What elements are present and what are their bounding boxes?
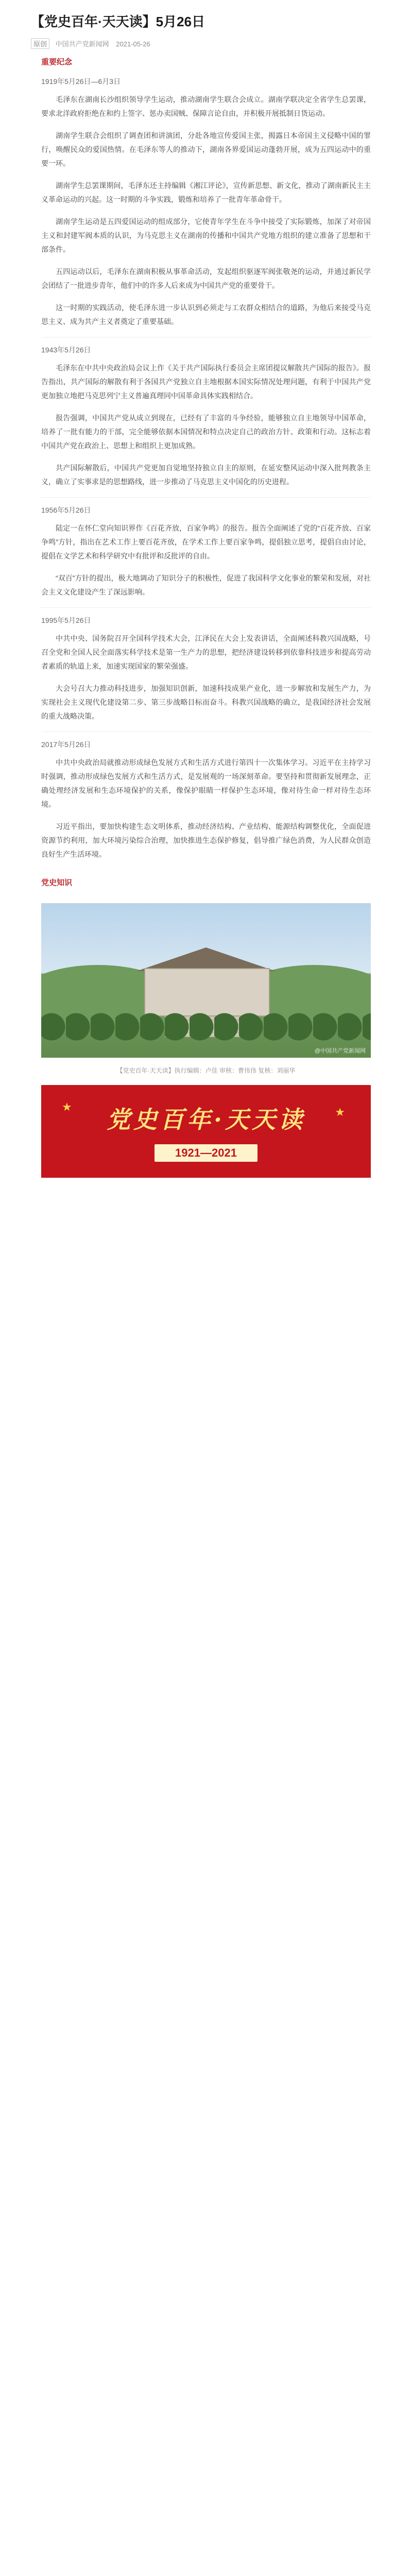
paragraph: 习近平指出，要加快构建生态文明体系，推动经济结构、产业结构、能源结构调整优化，全面促进资源节约利用，加大环境污染综合治理，加快推进生态保护修复，倡导推广绿色消费，为人民群众创造良好生产生活环境。 — [41, 822, 371, 858]
tree-line — [41, 1006, 371, 1042]
star-icon: ★ — [62, 1100, 72, 1113]
paragraph: 湖南学生总罢课期间，毛泽东还主持编辑《湘江评论》，宣传新思想、新文化，推动了湖南新民主主义革命运动的兴起。这一时期的斗争实践，锻炼和培养了一批青年革命骨干。 — [41, 181, 371, 204]
paragraph: 五四运动以后，毛泽东在湖南积极从事革命活动，发起组织驱逐军阀张敬尧的运动，并通过新民学会团结了一批进步青年，他们中的许多人后来成为中国共产党的重要骨干。 — [41, 267, 371, 290]
paragraph: 中共中央、国务院召开全国科学技术大会，江泽民在大会上发表讲话，全面阐述科教兴国战略，号召全党和全国人民全面落实科学技术是第一生产力的思想，把经济建设转移到依靠科技进步和提高劳动者素质的轨道上来，加速实现国家的繁荣强盛。 — [41, 634, 371, 670]
paragraph: 这一时期的实践活动，使毛泽东进一步认识到必须走与工农群众相结合的道路，为他后来接受马克思主义、成为共产主义者奠定了重要基础。 — [41, 303, 371, 326]
paragraph: 大会号召大力推动科技进步，加强知识创新，加速科技成果产业化，进一步解放和发展生产力，为实现社会主义现代化建设第二步、第三步战略目标而奋斗。科教兴国战略的确立，是我国经济社会发展的重大战略决策。 — [41, 684, 371, 720]
event-date: 1943年5月26日 — [41, 345, 91, 354]
series-banner — [41, 1085, 371, 1178]
star-icon: ★ — [335, 1105, 345, 1118]
paragraph: 毛泽东在湖南长沙组织领导学生运动，推动湖南学生联合会成立。湖南学联决定全省学生总罢课，要求北洋政府拒绝在和约上签字、惩办卖国贼、保障言论自由，并积极开展抵制日货运动。 — [41, 95, 371, 117]
article-date: 2021-05-26 — [116, 40, 150, 48]
paragraph: 陆定一在怀仁堂向知识界作《百花齐放，百家争鸣》的报告。报告全面阐述了党的“百花齐放、百家争鸣”方针，指出在艺术工作上要百花齐放，在学术工作上要百家争鸣，提倡独立思考，提倡自由讨论，提倡在文学艺术和科学研究中有批评和反批评的自由。 — [41, 523, 371, 560]
paragraph: 报告强调，中国共产党从成立到现在，已经有了丰富的斗争经验，能够独立自主地领导中国革命，培养了一批有能力的干部，完全能够依据本国情况和特点决定自己的政治方针、政策和行动。这标志着中国共产党在政治上、思想上和组织上更加成熟。 — [41, 413, 371, 450]
article-content — [0, 56, 412, 1178]
article-meta — [31, 38, 381, 49]
memorial-hall-photo — [41, 903, 371, 1058]
paragraph: 湖南学生运动是五四爱国运动的组成部分，它使青年学生在斗争中接受了实际锻炼，加深了对帝国主义和封建军阀本质的认识，为马克思主义在湖南的传播和中国共产党地方组织的建立准备了思想和干部条件。 — [41, 217, 371, 253]
event-date: 2017年5月26日 — [41, 740, 91, 749]
event-date: 1919年5月26日—6月3日 — [41, 77, 121, 86]
paragraph: 共产国际解散后，中国共产党更加自觉地坚持独立自主的原则，在延安整风运动中深入批判教条主义，确立了实事求是的思想路线，进一步推动了马克思主义中国化的历史进程。 — [41, 463, 371, 486]
banner-years: 1921—2021 — [154, 1144, 258, 1162]
paragraph: 毛泽东在中共中央政治局会议上作《关于共产国际执行委员会主席团提议解散共产国际的报告》。报告指出，共产国际的解散有利于各国共产党独立自主地根据本国实际情况处理问题，有利于中国共产党更加独立地把马克思列宁主义普遍真理同中国革命具体实践相结合。 — [41, 363, 371, 400]
sub-section-label: 党史知识 — [41, 878, 73, 887]
original-tag: 原创 — [31, 38, 49, 49]
paragraph: 中共中央政治局就推动形成绿色发展方式和生活方式进行第四十一次集体学习。习近平在主持学习时强调，推动形成绿色发展方式和生活方式，是发展观的一场深刻革命。要坚持和贯彻新发展理念，正确处理经济发展和生态环境保护的关系，像保护眼睛一样保护生态环境，像对待生命一样对待生态环境。 — [41, 758, 371, 808]
article-title: 【党史百年·天天读】5月26日 — [31, 14, 205, 29]
section-divider — [41, 497, 371, 498]
event-date: 1995年5月26日 — [41, 616, 91, 624]
photo-watermark: @中国共产党新闻网 — [314, 1047, 366, 1054]
section-label: 重要纪念 — [41, 57, 73, 66]
section-divider — [41, 607, 371, 608]
article-body — [41, 76, 371, 861]
event-date: 1956年5月26日 — [41, 505, 91, 514]
banner-title: 党史百年·天天读 — [106, 1105, 305, 1133]
editor-credits: 【党史百年·天天读】执行编辑：卢佳 审核：曹伟伟 复核：刘丽华 — [116, 1066, 296, 1074]
paragraph: 湖南学生联合会组织了调查团和讲演团，分赴各地宣传爱国主张，揭露日本帝国主义侵略中国的罪行，唤醒民众的爱国热情。在毛泽东等人的推动下，湖南各界爱国运动蓬勃开展，成为五四运动中的重要一环。 — [41, 131, 371, 167]
article-header — [0, 0, 412, 49]
paragraph: “双百”方针的提出，极大地调动了知识分子的积极性，促进了我国科学文化事业的繁荣和发展，对社会主义文化建设产生了深远影响。 — [41, 573, 371, 596]
article-source[interactable]: 中国共产党新闻网 — [55, 40, 109, 48]
